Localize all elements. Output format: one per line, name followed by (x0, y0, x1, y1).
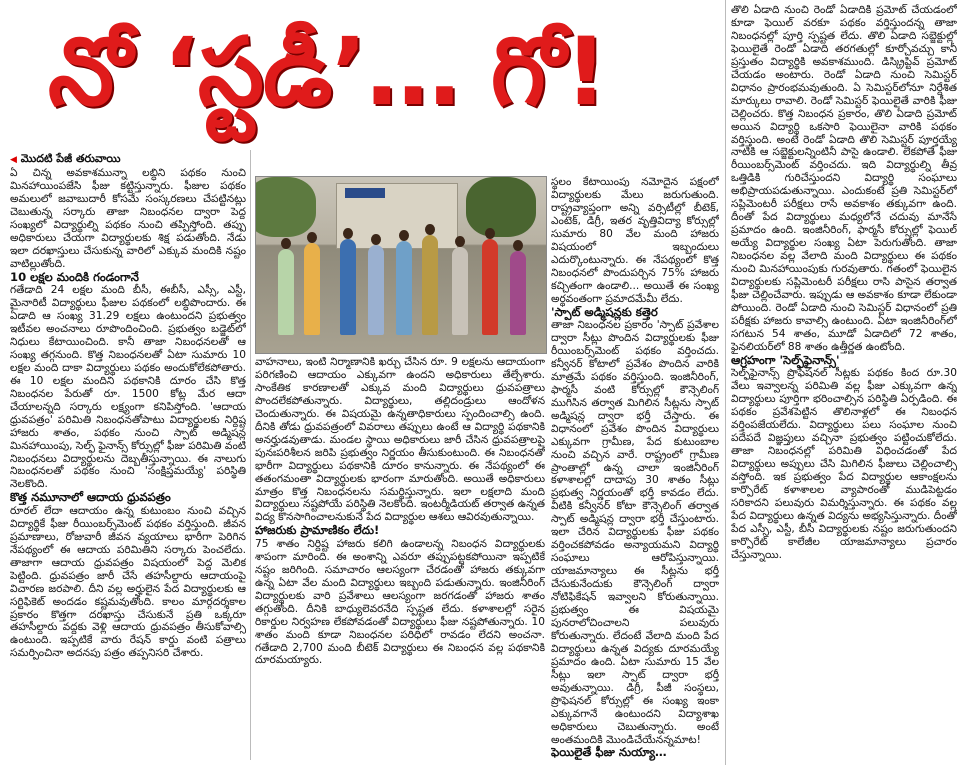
student-figure (482, 239, 498, 335)
tree-shape (466, 177, 536, 237)
paragraph: గతేడాది 24 లక్షల మంది బీసీ, ఈబీసీ, ఎస్సీ, ఎస్టీ, మైనారిటీ విద్యార్థులు ఫీజుల పథకంలో లబ్ధిపొందారు. ఈ ఏడాది ఆ సంఖ్య 31.29 లక్షలు ఉంటుందని ప్రభుత్వం ఇటీవల అంచనాలు రూపొందించింది. ప్రభుత్వం బడ్జెట్‌లో నిధులు కేటాయించింది. కానీ తాజా నిబంధనలతో ఆ సంఖ్య తగ్గనుంది. కొత్త నిబంధనలతో ఏటా సుమారు 10 లక్షల మంది దాకా విద్యార్థులు పథకం అందుకోలేకపోతారు. ఈ 10 లక్షల మందిని పథకానికి దూరం చేసి కొత్త నిబంధనల పేరుతో రూ. 1500 కోట్ల మేర ఆదా చేయాలన్నది సర్కారు లక్ష్యంగా కనిపిస్తోంది. 'ఆదాయ ధ్రువపత్రం' పరిమితి నిబంధనతోపాటు విద్యార్థులకు నిర్దిష్ట హాజరు శాతం, పథకం నుంచి స్పాట్ అడ్మిషన్ల మినహాయింపు, సెల్ఫ్ ఫైనాన్స్ కోర్సుల్లో ఫీజు పరిమితి వంటి నిబంధనలు విద్యార్థులను దెబ్బతీస్తున్నాయి. ఈ నాలుగు నిబంధనలతో పథకం నుంచి 'సంక్షిప్తమయ్యే' పరిస్థితి నెలకొంది. (10, 284, 246, 491)
student-figure (278, 249, 294, 335)
student-figure (304, 243, 320, 335)
paragraph: స్థలం కేటాయింపు నమోదైన పక్షంలో విద్యార్థులకు మేలు జరుగుతుంది. రాష్ట్రవ్యాప్తంగా అన్ని వర్సిటీల్లో బీటెక్, ఎంటెక్, డిగ్రీ, ఇతర వృత్తివిద్యా కోర్సుల్లో సుమారు 80 వేల మంది హాజరు విషయంలో ఇబ్బందులు ఎదుర్కొంటున్నారు. ఈ నేపథ్యంలో కొత్త నిబంధనలో పొందుపర్చిన 75% హాజరు కచ్చితంగా ఉండాలి... అయితే ఈ సంఖ్య అర్థవంతంగా ప్రమాదమేమీ లేదు. (551, 176, 719, 305)
kicker-text: మొదటి పేజీ తరువాయి (20, 152, 121, 165)
paragraph: సెల్ఫ్‌ఫైనాన్స్ ప్రొఫెషనల్ సీట్లకు పథకం కింద రూ.30 వేలు ఇవ్వాలన్న పరిమితి వల్ల ఫీజు ఎక్కువగా ఉన్న విద్యార్థులు పూర్తిగా భరించాల్సిన పరిస్థితి ఏర్పడింది. ఈ పథకం ప్రవేశపెట్టిన తొలినాళ్లలో ఈ నిబంధన వర్తింపజేయలేదు. విద్యార్థులు పలు సంఘాల నుంచి పదేపదే విజ్ఞప్తులు వచ్చినా ప్రభుత్వం పట్టించుకోలేదు. తాజా నిబంధనల్లో పరిమితి విధించడంతో పేద విద్యార్థులు అప్పులు చేసి మిగిలిన ఫీజులు చెల్లించాల్సి వస్తోంది. ఇక ప్రభుత్వం పేద విద్యార్థుల ఆకాంక్షలను కార్పొరేట్ కళాశాలల వ్యాపారంతో ముడిపెట్టడం సరికాదని పలువురు విమర్శిస్తున్నారు. ఈ పథకం వల్ల పేద విద్యార్థులు ఉన్నత విద్యను అభ్యసిస్తున్నారు. దీంతో పేద ఎస్సీ, ఎస్టీ, బీసీ విద్యార్థులకు నష్టం జరుగుతుందని కార్పొరేట్ కాలేజీల యాజమాన్యాలు ప్రచారం చేస్తున్నాయి. (731, 367, 957, 561)
paragraph: రూరల్ లేదా ఆదాయం ఉన్న కుటుంబం నుంచి వచ్చిన విద్యార్థికే ఫీజు రీయింబర్స్‌మెంట్ పథకం వర్తిస్తుంది. జీవన ప్రమాణాలు, రోజువారీ జీవన వ్యయాలు భారీగా పెరిగిన నేపథ్యంలో ఈ ఆదాయ పరిమితిని సర్కారు పెంచలేదు. తాజాగా ఆదాయ ధ్రువపత్రం విషయంలో పెద్ద మెలిక పెట్టింది. ధ్రువపత్రం జారీ చేసే తహసీల్దారు ఆదాయంపై విచారణ జరపాలి. దీని వల్ల అర్హులైన పేద విద్యార్థులకు ఆ సర్టిఫికెట్ అందడం కష్టమవుతోంది. కాలం మార్గదర్శకాల ప్రకారం కొత్తగా దరఖాస్తు చేసుకునే ప్రతి ఒక్కరూ తహసీల్దారు వద్దకు వెళ్లి ఆదాయ ధ్రువపత్రం తీసుకోవాల్సి ఉంటుంది. ఇప్పటికే వారు రేషన్ కార్డు వంటి పత్రాలు సమర్పించినా అదనపు పత్రం తప్పనిసరి చేశారు. (10, 504, 246, 660)
column-rule (725, 0, 726, 765)
building-shape (336, 183, 458, 249)
paragraph: ఏ చిన్న అవకాశమున్నా లబ్ధిని పథకం నుంచి మినహాయింపజేసి ఫీజు కట్టిస్తున్నారు. ఫీజుల పథకం అమలులో జవాబుదారీ కోసమే సంస్కరణలు చేపట్టినట్లు చెబుతున్న సర్కారు తాజా నిబంధనల ద్వారా పెద్ద సంఖ్యలో విద్యార్థుల్ని పథకం నుంచి తప్పిస్తోంది. తప్పు అధికారులు చేయగా విద్యార్థులకు శిక్ష పడుతోంది. నేడు ఇలా దరఖాస్తులు చేసుకున్న వారిలో ఎక్కువ మందికి నష్టం వాటిల్లుతోంది. (10, 167, 246, 270)
building-sign (345, 188, 385, 198)
column-3 (551, 176, 719, 762)
student-figure (452, 247, 468, 335)
tree-shape (255, 177, 316, 237)
subheading: ఆగ్రహంగా 'సెల్ఫ్‌ఫైనాన్స్' (731, 352, 840, 367)
column-4 (731, 4, 957, 762)
subheading: 'స్పాట్ అడ్మిషన్లకు కత్తెర (551, 304, 658, 319)
student-figure (368, 245, 384, 335)
student-figure (510, 251, 526, 335)
students-photo (255, 176, 547, 354)
paragraph: తొలి ఏడాది నుంచి రెండో ఏడాదికి ప్రమోట్ చేయడంలో కూడా ఫెయిల్ వరకూ పథకం వర్తిస్తుందన్న తాజా నిబంధనల్లో పూర్తి స్పష్టత లేదు. తొలి ఏడాది సబ్జెక్టుల్లో ఫెయిలైతే రెండో ఏడాది తరగతుల్లో కూర్చోవచ్చు కానీ ప్రస్తుతం విద్యార్థికి అవకాశముంది. డిస్క్రిప్టివ్ ప్రమోట్ చేయడం అంటారు. రెండో ఏడాది నుంచి సెమిస్టర్ విధానం ప్రారంభమవుతుంది. ఏ సెమిస్టర్‌లోనూ నిర్దేశిత మార్కులు రావాలి. రెండో సెమిస్టర్ ఫెయిలైతే వారికి ఫీజు చెల్లించరు. కొత్త నిబంధన ప్రకారం, తొలి ఏడాది ప్రమోట్ అయిన విద్యార్థి ఒకసారి ఫెయిలైనా వారికి పథకం వర్తిస్తుంది. అంటే రెండో ఏడాది తొలి సెమిస్టర్ పూర్తయ్యే నాటికి ఆ సబ్జెక్టులన్నింటినీ పాసై ఉండాలి. లేకపోతే ఫీజు రీయింబర్స్‌మెంట్ వర్తించదు. ఇది విద్యార్థుల్ని తీవ్ర ఒత్తిడికి గురిచేస్తుందని విద్యార్థి సంఘాలు అభిప్రాయపడుతున్నాయి. ఎందుకంటే ప్రతి సెమిస్టర్‌లో సప్లిమెంటరీ పరీక్షలు రాసే అవకాశం తక్కువగా ఉంది. దీంతో పేద విద్యార్థులు మధ్యలోనే చదువు మానేసే ప్రమాదం ఉంది. ఇంజినీరింగ్, ఫార్మసీ కోర్సుల్లో ఫెయిల్ అయ్యే విద్యార్థుల సంఖ్య ఏటా పెరుగుతోంది. తాజా నిబంధనల వల్ల వేలాది మంది విద్యార్థులు ఈ పథకం నుంచి మినహాయింపుకు గురవుతారు. గతంలో ఫెయిలైన విద్యార్థులకు సప్లిమెంటరీ పరీక్షలు రాసి పాసైన తర్వాత ఫీజు చెల్లించేవారు. ఇప్పుడు ఆ అవకాశం కూడా లేకుండా పోయింది. రెండో ఏడాది నుంచి సెమిస్టర్ విధానంలో ప్రతి పరీక్షకు హాజరు కావాల్సి ఉంటుంది. ఏటా ఇంజినీరింగ్‌లో సగటున 54 శాతం, మూడో ఏడాదిలో 72 శాతం, ఫైనలియర్‌లో 88 శాతం ఉత్తీర్ణత ఉంటోంది. (731, 4, 957, 353)
column-rule (250, 150, 251, 760)
student-figure (422, 235, 438, 335)
kicker-marker-icon: ◀ (10, 155, 17, 165)
paragraph: వాహనాలు, ఇంటి నిర్మాణానికి ఖర్చు చేసిన రూ. 9 లక్షలను ఆదాయంగా పరిగణించి ఆదాయం ఎక్కువగా ఉందని అధికారులు తేల్చేశారు. సాంకేతిక కారణాలతో ఎక్కువ మంది విద్యార్థులు ధ్రువపత్రాలు పొందలేకపోతున్నారు. విద్యార్థులు, తల్లిదండ్రులు ఆందోళన చెందుతున్నారు. ఈ విషయమై ఉన్నతాధికారులు స్పందించాల్సి ఉంది. దీనికి తోడు ధ్రువపత్రంలో వివరాలు తప్పులు ఉంటే ఆ విద్యార్థి పథకానికి అనర్హుడవుతాడు. మండల స్థాయి అధికారులు జారీ చేసిన ధ్రువపత్రాలపై పునఃపరిశీలన జరిపి ప్రభుత్వం నిర్ణయం తీసుకుంటుంది. ఈ నిబంధనతో భారీగా విద్యార్థులు పథకానికి దూరం కానున్నారు. ఈ నేపథ్యంలో ఈ తతంగమంతా విద్యార్థులకు భారంగా మారుతోంది. అయితే అధికారులు మాత్రం కొత్త నిబంధనలను సమర్థిస్తున్నారు. ఇలా లక్షలాది మంది విద్యార్థులు నష్టపోయే పరిస్థితి నెలకొంది. ఇంటర్మీడియట్ తర్వాత ఉన్నత విద్య కొనసాగించాలనుకునే పేద విద్యార్థుల ఆశలు ఆవిరవుతున్నాయి. (255, 356, 545, 524)
subheading: 10 లక్షల మందికి గండంగానే (10, 269, 139, 284)
subheading: ఫెయిలైతే ఫీజు నుయ్యా… (551, 745, 667, 760)
column-1 (10, 152, 246, 762)
student-figure (340, 239, 356, 335)
paragraph: తాజా నిబంధనల ప్రకారం 'స్పాట్ ప్రవేశాల ద్వారా సీట్లు పొందిన విద్యార్థులకు ఫీజు రీయింబర్స్‌మెంట్ పథకం వర్తించదు. కన్వీనర్ కోటాలో ప్రవేశం పొందిన వారికి మాత్రమే పథకం వర్తిస్తుంది. ఇంజినీరింగ్, ఫార్మసీ వంటి కోర్సుల్లో కౌన్సెలింగ్ ముగిసిన తర్వాత మిగిలిన సీట్లను స్పాట్ అడ్మిషన్ల ద్వారా భర్తీ చేస్తారు. ఈ విధానంలో ప్రవేశం పొందిన విద్యార్థులు ఎక్కువగా గ్రామీణ, పేద కుటుంబాల నుంచి వచ్చిన వారే. రాష్ట్రంలో గ్రామీణ ప్రాంతాల్లో ఉన్న చాలా ఇంజినీరింగ్ కళాశాలల్లో దాదాపు 30 శాతం సీట్లు ప్రభుత్వ నిర్ణయంతో భర్తీ కావడం లేదు. వీటికి కన్వీనర్ కోటా కౌన్సెలింగ్ తర్వాత స్పాట్ అడ్మిషన్ల ద్వారా భర్తీ చేస్తుంటారు. ఇలా చేరిన విద్యార్థులకు ఫీజు పథకం వర్తించకపోవడం అన్యాయమని విద్యార్థి సంఘాలు ఆరోపిస్తున్నాయి. యాజమాన్యాలు ఈ సీట్లను భర్తీ చేసుకునేందుకు కౌన్సెలింగ్ ద్వారా నోటిఫికేషన్ ఇవ్వాలని కోరుతున్నాయి. ప్రభుత్వం ఈ విషయమై పునరాలోచించాలని పలువురు కోరుతున్నారు. లేదంటే వేలాది మంది పేద విద్యార్థులు ఉన్నత విద్యకు దూరమయ్యే ప్రమాదం ఉంది. ఏటా సుమారు 15 వేల సీట్లు ఇలా స్పాట్ ద్వారా భర్తీ అవుతున్నాయి. డిగ్రీ, పీజీ సంస్థలు, ప్రొఫెషనల్ కోర్సుల్లో ఈ సంఖ్య ఇంకా ఎక్కువగానే ఉంటుందని విద్యాశాఖ అధికారులు చెబుతున్నారు. అంటే అంతమందికి మొండిచేయేనన్నమాట! (551, 319, 719, 746)
column-2 (255, 356, 545, 762)
student-figure (396, 241, 412, 335)
continued-kicker (10, 152, 246, 167)
paragraph: 75 శాతం నిర్దిష్ట హాజరు కలిగి ఉండాలన్న నిబంధన విద్యార్థులకు శాపంగా మారింది. ఈ అంశాన్ని ఎవరూ తప్పుపట్టకపోయినా ఇప్పటికే నష్టం జరిగింది. సమాచారం ఆలస్యంగా చేరడంతో హాజరు తక్కువగా ఉన్న ఏటా వేల మంది విద్యార్థులు ఇబ్బంది పడుతున్నారు. ఇంజినీరింగ్ విద్యార్థులకు వారి ప్రవేశాలు ఆలస్యంగా జరగడంతో హాజరు శాతం తగ్గుతోంది. దీనికి బాధ్యులెవరనేది స్పష్టత లేదు. కళాశాలల్లో సరైన రికార్డుల నిర్వహణ లేకపోవడంతో విద్యార్థులు ఫీజు నష్టపోతున్నారు. 10 శాతం మంది కూడా నిబంధనల పరిధిలో రావడం లేదని అంచనా. గతేడాది 2,700 మంది బీటెక్ విద్యార్థులు ఈ నిబంధన వల్ల పథకానికి దూరమయ్యారు. (255, 537, 545, 667)
subheading: హాజరుకు ప్రామాణికం లేదు! (255, 523, 380, 538)
headline: నో ‘స్టడీ’… గో! (48, 18, 607, 127)
subheading: కొత్త నమూనాలో ఆదాయ ధ్రువపత్రం (10, 490, 171, 505)
